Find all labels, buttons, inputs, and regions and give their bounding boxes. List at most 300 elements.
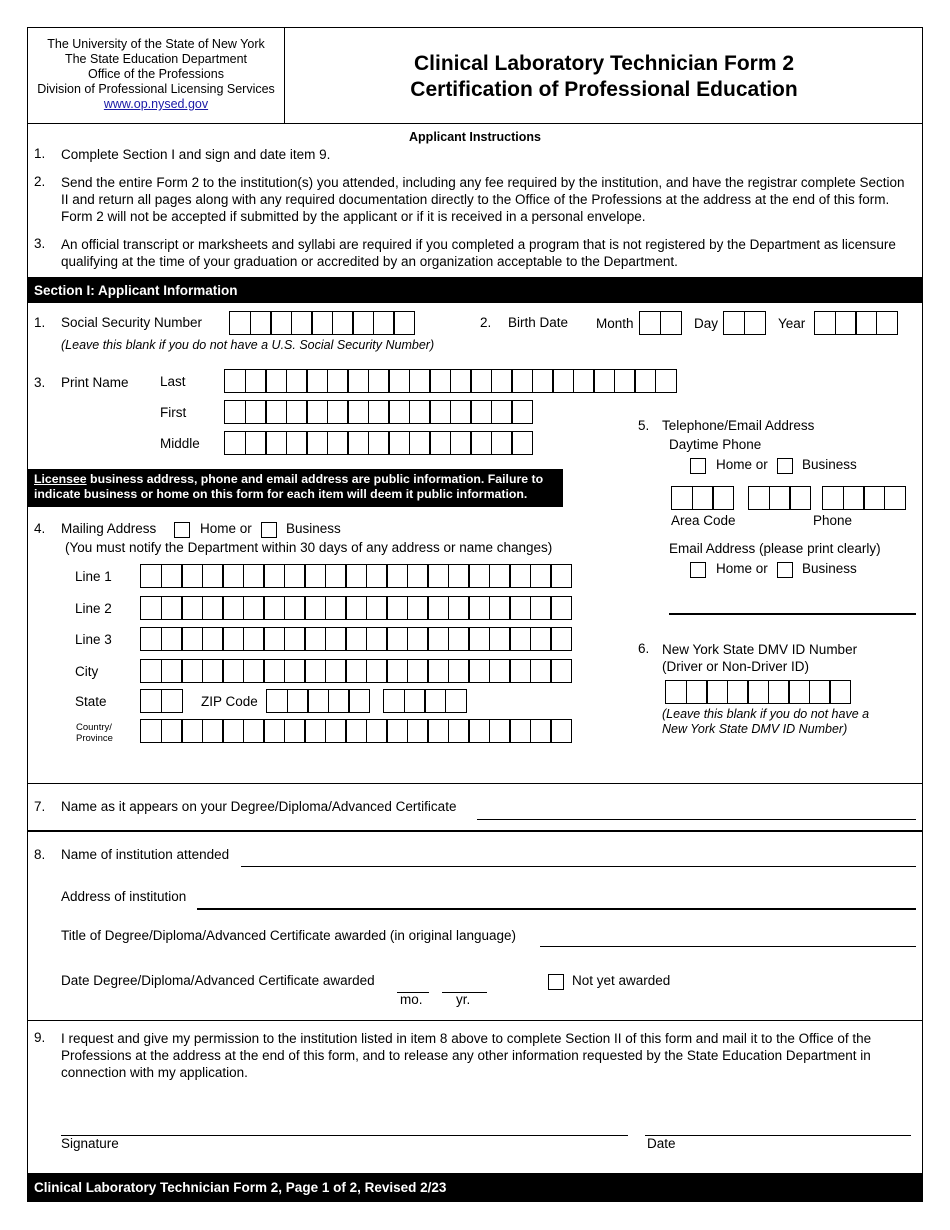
- char-box[interactable]: [388, 431, 410, 455]
- address-line3-input[interactable]: [140, 627, 572, 651]
- consent-text: I request and give my permission to the institution listed in item 8 above to complete Section II of this form and mail it to the Office of the Professions at the address at the end of this form, and to release any other information requested by the State Education Department in connection with my application.: [61, 1031, 872, 1080]
- char-box[interactable]: [550, 596, 572, 620]
- char-box[interactable]: [509, 564, 531, 588]
- birth-day-label: Day: [694, 316, 719, 331]
- agency-website-link[interactable]: www.op.nysed.gov: [103, 97, 209, 111]
- address-line2-input[interactable]: [140, 596, 572, 620]
- char-box[interactable]: [270, 311, 292, 335]
- char-box[interactable]: [306, 369, 328, 393]
- middle-name-input[interactable]: [224, 431, 533, 455]
- zip-input[interactable]: [266, 689, 370, 713]
- degree-title-input[interactable]: [540, 946, 916, 947]
- char-box[interactable]: [470, 400, 492, 424]
- char-box[interactable]: [748, 486, 770, 510]
- char-box[interactable]: [327, 431, 349, 455]
- char-box[interactable]: [509, 659, 531, 683]
- section-divider: [27, 830, 923, 832]
- char-box[interactable]: [224, 400, 246, 424]
- char-box[interactable]: [511, 400, 533, 424]
- char-box[interactable]: [768, 680, 790, 704]
- char-box[interactable]: [614, 369, 636, 393]
- char-box[interactable]: [470, 369, 492, 393]
- char-box[interactable]: [368, 431, 390, 455]
- char-box[interactable]: [427, 659, 449, 683]
- institution-address-input[interactable]: [197, 908, 916, 910]
- char-box[interactable]: [202, 659, 224, 683]
- char-box[interactable]: [286, 369, 308, 393]
- char-box[interactable]: [243, 719, 265, 743]
- form-title-line2: Certification of Professional Education: [410, 78, 798, 101]
- char-box[interactable]: [366, 564, 388, 588]
- first-name-label: First: [160, 405, 187, 420]
- char-box[interactable]: [639, 311, 661, 335]
- char-box[interactable]: [366, 627, 388, 651]
- char-box[interactable]: [448, 719, 470, 743]
- agency-line: Office of the Professions: [88, 67, 224, 81]
- birth-year-input[interactable]: [814, 311, 898, 335]
- char-box[interactable]: [202, 719, 224, 743]
- char-box[interactable]: [448, 627, 470, 651]
- char-box[interactable]: [876, 311, 898, 335]
- char-box[interactable]: [489, 564, 511, 588]
- char-box[interactable]: [245, 369, 267, 393]
- print-name-label: Print Name: [61, 375, 129, 390]
- degree-year-label: yr.: [456, 992, 471, 1007]
- char-box[interactable]: [593, 369, 615, 393]
- instruction-number: 3.: [34, 236, 46, 251]
- char-box[interactable]: [368, 400, 390, 424]
- char-box[interactable]: [655, 369, 677, 393]
- char-box[interactable]: [530, 564, 552, 588]
- mailing-business-label: Business: [286, 521, 341, 536]
- char-box[interactable]: [307, 689, 329, 713]
- char-box[interactable]: [229, 311, 251, 335]
- char-box[interactable]: [427, 719, 449, 743]
- birth-month-input[interactable]: [639, 311, 682, 335]
- mailing-note: (You must notify the Department within 30 days of any address or name changes): [65, 540, 553, 555]
- char-box[interactable]: [468, 564, 490, 588]
- char-box[interactable]: [263, 719, 285, 743]
- char-box[interactable]: [284, 627, 306, 651]
- char-box[interactable]: [222, 596, 244, 620]
- char-box[interactable]: [424, 689, 446, 713]
- char-box[interactable]: [327, 369, 349, 393]
- char-box[interactable]: [328, 689, 350, 713]
- char-box[interactable]: [530, 719, 552, 743]
- char-box[interactable]: [202, 596, 224, 620]
- char-box[interactable]: [266, 689, 288, 713]
- char-box[interactable]: [140, 659, 162, 683]
- char-box[interactable]: [265, 400, 287, 424]
- char-box[interactable]: [530, 627, 552, 651]
- char-box[interactable]: [448, 564, 470, 588]
- char-box[interactable]: [347, 400, 369, 424]
- address-line1-input[interactable]: [140, 564, 572, 588]
- country-label-line2: Province: [76, 733, 113, 744]
- char-box[interactable]: [263, 627, 285, 651]
- char-box[interactable]: [727, 680, 749, 704]
- char-box[interactable]: [140, 627, 162, 651]
- char-box[interactable]: [448, 659, 470, 683]
- char-box[interactable]: [747, 680, 769, 704]
- signature-label: Signature: [61, 1136, 119, 1151]
- char-box[interactable]: [345, 659, 367, 683]
- char-box[interactable]: [263, 659, 285, 683]
- char-box[interactable]: [814, 311, 836, 335]
- char-box[interactable]: [671, 486, 693, 510]
- middle-name-label: Middle: [160, 436, 200, 451]
- degree-month-label: mo.: [400, 992, 423, 1007]
- char-box[interactable]: [468, 627, 490, 651]
- char-box[interactable]: [366, 719, 388, 743]
- char-box[interactable]: [284, 596, 306, 620]
- form-title: [285, 51, 923, 103]
- char-box[interactable]: [286, 400, 308, 424]
- char-box[interactable]: [352, 311, 374, 335]
- date-label: Date: [647, 1136, 676, 1151]
- mailing-home-label: Home or: [200, 521, 252, 536]
- agency-line: The University of the State of New York: [47, 37, 265, 51]
- char-box[interactable]: [489, 627, 511, 651]
- char-box[interactable]: [532, 369, 554, 393]
- char-box[interactable]: [509, 719, 531, 743]
- char-box[interactable]: [427, 564, 449, 588]
- char-box[interactable]: [686, 680, 708, 704]
- char-box[interactable]: [884, 486, 906, 510]
- char-box[interactable]: [181, 659, 203, 683]
- form-title-line1: Clinical Laboratory Technician Form 2: [413, 52, 795, 75]
- char-box[interactable]: [489, 659, 511, 683]
- signature-input[interactable]: [61, 1135, 628, 1136]
- char-box[interactable]: [325, 596, 347, 620]
- char-box[interactable]: [161, 596, 183, 620]
- char-box[interactable]: [386, 719, 408, 743]
- char-box[interactable]: [373, 311, 395, 335]
- char-box[interactable]: [161, 719, 183, 743]
- char-box[interactable]: [489, 719, 511, 743]
- char-box[interactable]: [243, 564, 265, 588]
- char-box[interactable]: [181, 719, 203, 743]
- item-number: 1.: [34, 315, 46, 330]
- char-box[interactable]: [393, 311, 415, 335]
- char-box[interactable]: [388, 400, 410, 424]
- char-box[interactable]: [348, 689, 370, 713]
- item-number: 4.: [34, 521, 46, 536]
- address-line2-label: Line 2: [75, 601, 112, 616]
- email-business-checkbox[interactable]: [777, 562, 793, 578]
- degree-name-input[interactable]: [477, 819, 916, 820]
- char-box[interactable]: [511, 369, 533, 393]
- char-box[interactable]: [161, 659, 183, 683]
- char-box[interactable]: [409, 431, 431, 455]
- last-name-input[interactable]: [224, 369, 677, 393]
- char-box[interactable]: [140, 564, 162, 588]
- country-input[interactable]: [140, 719, 572, 743]
- char-box[interactable]: [427, 596, 449, 620]
- char-box[interactable]: [325, 564, 347, 588]
- char-box[interactable]: [723, 311, 745, 335]
- char-box[interactable]: [306, 400, 328, 424]
- char-box[interactable]: [863, 486, 885, 510]
- item-number: 8.: [34, 847, 46, 862]
- daytime-phone-label: Daytime Phone: [669, 437, 762, 452]
- char-box[interactable]: [345, 596, 367, 620]
- char-box[interactable]: [345, 719, 367, 743]
- char-box[interactable]: [304, 627, 326, 651]
- char-box[interactable]: [291, 311, 313, 335]
- char-box[interactable]: [366, 659, 388, 683]
- email-label: Email Address (please print clearly): [669, 541, 881, 556]
- char-box[interactable]: [386, 596, 408, 620]
- char-box[interactable]: [222, 564, 244, 588]
- char-box[interactable]: [224, 431, 246, 455]
- instruction-number: 1.: [34, 146, 46, 161]
- char-box[interactable]: [386, 564, 408, 588]
- char-box[interactable]: [181, 627, 203, 651]
- first-name-input[interactable]: [224, 400, 533, 424]
- char-box[interactable]: [161, 627, 183, 651]
- char-box[interactable]: [789, 486, 811, 510]
- char-box[interactable]: [265, 369, 287, 393]
- char-box[interactable]: [265, 431, 287, 455]
- char-box[interactable]: [550, 627, 572, 651]
- dmv-label-line1: New York State DMV ID Number: [662, 642, 858, 657]
- char-box[interactable]: [409, 400, 431, 424]
- item-number: 9.: [34, 1030, 46, 1045]
- char-box[interactable]: [222, 627, 244, 651]
- char-box[interactable]: [140, 689, 162, 713]
- char-box[interactable]: [573, 369, 595, 393]
- instructions-heading: Applicant Instructions: [409, 130, 541, 144]
- char-box[interactable]: [744, 311, 766, 335]
- char-box[interactable]: [140, 596, 162, 620]
- char-box[interactable]: [448, 596, 470, 620]
- char-box[interactable]: [712, 486, 734, 510]
- phone-line-input[interactable]: [822, 486, 906, 510]
- char-box[interactable]: [202, 564, 224, 588]
- section1-title: Section I: Applicant Information: [34, 282, 238, 298]
- signature-date-input[interactable]: [645, 1135, 911, 1136]
- char-box[interactable]: [404, 689, 426, 713]
- char-box[interactable]: [245, 400, 267, 424]
- char-box[interactable]: [822, 486, 844, 510]
- city-label: City: [75, 664, 99, 679]
- char-box[interactable]: [327, 400, 349, 424]
- char-box[interactable]: [304, 564, 326, 588]
- email-business-label: Business: [802, 561, 857, 576]
- area-code-input[interactable]: [671, 486, 734, 510]
- section-divider: [27, 783, 923, 784]
- char-box[interactable]: [304, 596, 326, 620]
- char-box[interactable]: [660, 311, 682, 335]
- country-label-line1: Country/: [76, 722, 112, 733]
- birth-day-input[interactable]: [723, 311, 766, 335]
- char-box[interactable]: [491, 431, 513, 455]
- char-box[interactable]: [243, 659, 265, 683]
- char-box[interactable]: [181, 596, 203, 620]
- mailing-business-checkbox[interactable]: [261, 522, 277, 538]
- char-box[interactable]: [552, 369, 574, 393]
- ssn-input[interactable]: [229, 311, 415, 335]
- city-input[interactable]: [140, 659, 572, 683]
- instruction-number: 2.: [34, 174, 46, 189]
- not-yet-awarded-label: Not yet awarded: [572, 973, 671, 988]
- state-label: State: [75, 694, 107, 709]
- mailing-home-checkbox[interactable]: [174, 522, 190, 538]
- char-box[interactable]: [250, 311, 272, 335]
- char-box[interactable]: [407, 564, 429, 588]
- char-box[interactable]: [530, 596, 552, 620]
- char-box[interactable]: [530, 659, 552, 683]
- char-box[interactable]: [347, 369, 369, 393]
- char-box[interactable]: [325, 719, 347, 743]
- char-box[interactable]: [345, 564, 367, 588]
- char-box[interactable]: [450, 369, 472, 393]
- char-box[interactable]: [470, 431, 492, 455]
- char-box[interactable]: [491, 400, 513, 424]
- char-box[interactable]: [287, 689, 309, 713]
- phone-home-checkbox[interactable]: [690, 458, 706, 474]
- dmv-id-input[interactable]: [665, 680, 851, 704]
- char-box[interactable]: [284, 719, 306, 743]
- char-box[interactable]: [692, 486, 714, 510]
- email-home-label: Home or: [716, 561, 768, 576]
- birth-date-label: Birth Date: [508, 315, 569, 330]
- phone-label: Phone: [813, 513, 853, 528]
- char-box[interactable]: [550, 659, 572, 683]
- state-input[interactable]: [140, 689, 183, 713]
- char-box[interactable]: [665, 680, 687, 704]
- char-box[interactable]: [202, 627, 224, 651]
- char-box[interactable]: [347, 431, 369, 455]
- phone-home-label: Home or: [716, 457, 768, 472]
- country-label: [76, 722, 113, 744]
- char-box[interactable]: [222, 659, 244, 683]
- char-box[interactable]: [550, 719, 572, 743]
- char-box[interactable]: [304, 719, 326, 743]
- char-box[interactable]: [325, 627, 347, 651]
- not-yet-awarded-checkbox[interactable]: [548, 974, 564, 990]
- item-number: 7.: [34, 799, 46, 814]
- char-box[interactable]: [306, 431, 328, 455]
- telephone-email-label: Telephone/Email Address: [662, 418, 815, 433]
- char-box[interactable]: [450, 400, 472, 424]
- char-box[interactable]: [450, 431, 472, 455]
- email-home-checkbox[interactable]: [690, 562, 706, 578]
- char-box[interactable]: [427, 627, 449, 651]
- char-box[interactable]: [407, 627, 429, 651]
- char-box[interactable]: [263, 596, 285, 620]
- char-box[interactable]: [224, 369, 246, 393]
- char-box[interactable]: [243, 596, 265, 620]
- char-box[interactable]: [788, 680, 810, 704]
- char-box[interactable]: [286, 431, 308, 455]
- char-box[interactable]: [634, 369, 656, 393]
- zip-extension-input[interactable]: [383, 689, 467, 713]
- char-box[interactable]: [509, 627, 531, 651]
- char-box[interactable]: [222, 719, 244, 743]
- char-box[interactable]: [843, 486, 865, 510]
- char-box[interactable]: [489, 596, 511, 620]
- char-box[interactable]: [409, 369, 431, 393]
- char-box[interactable]: [181, 564, 203, 588]
- char-box[interactable]: [550, 564, 572, 588]
- char-box[interactable]: [325, 659, 347, 683]
- char-box[interactable]: [468, 596, 490, 620]
- char-box[interactable]: [383, 689, 405, 713]
- char-box[interactable]: [429, 431, 451, 455]
- char-box[interactable]: [304, 659, 326, 683]
- ssn-label: Social Security Number: [61, 315, 203, 330]
- char-box[interactable]: [284, 659, 306, 683]
- char-box[interactable]: [366, 596, 388, 620]
- char-box[interactable]: [855, 311, 877, 335]
- char-box[interactable]: [829, 680, 851, 704]
- zip-label: ZIP Code: [201, 694, 258, 709]
- char-box[interactable]: [332, 311, 354, 335]
- item-number: 3.: [34, 375, 46, 390]
- char-box[interactable]: [140, 719, 162, 743]
- phone-business-label: Business: [802, 457, 857, 472]
- mailing-address-label: Mailing Address: [61, 521, 157, 536]
- char-box[interactable]: [407, 719, 429, 743]
- char-box[interactable]: [311, 311, 333, 335]
- instruction-text: An official transcript or marksheets and syllabi are required if you completed a program that is not registered by the Department as licensure qualifying at the time of your graduation or accredited by an organization acceptable to the Department.: [61, 237, 896, 269]
- char-box[interactable]: [407, 659, 429, 683]
- instruction-text: Complete Section I and sign and date item 9.: [61, 147, 331, 162]
- char-box[interactable]: [445, 689, 467, 713]
- footer-bar: [28, 1173, 922, 1201]
- email-input[interactable]: [669, 613, 916, 615]
- char-box[interactable]: [243, 627, 265, 651]
- char-box[interactable]: [388, 369, 410, 393]
- char-box[interactable]: [429, 369, 451, 393]
- char-box[interactable]: [809, 680, 831, 704]
- area-code-label: Area Code: [671, 513, 736, 528]
- dmv-label-line2: (Driver or Non-Driver ID): [662, 659, 810, 674]
- char-box[interactable]: [368, 369, 390, 393]
- dmv-note-line1: (Leave this blank if you do not have a: [662, 707, 870, 721]
- char-box[interactable]: [161, 689, 183, 713]
- char-box[interactable]: [345, 627, 367, 651]
- char-box[interactable]: [491, 369, 513, 393]
- char-box[interactable]: [511, 431, 533, 455]
- degree-title-label: Title of Degree/Diploma/Advanced Certificate awarded (in original language): [61, 928, 516, 943]
- birth-year-label: Year: [778, 316, 806, 331]
- char-box[interactable]: [769, 486, 791, 510]
- institution-address-label: Address of institution: [61, 889, 187, 904]
- footer-text: Clinical Laboratory Technician Form 2, Page 1 of 2, Revised 2/23: [34, 1179, 447, 1195]
- char-box[interactable]: [407, 596, 429, 620]
- char-box[interactable]: [468, 659, 490, 683]
- char-box[interactable]: [835, 311, 857, 335]
- item-number: 2.: [480, 315, 492, 330]
- char-box[interactable]: [245, 431, 267, 455]
- phone-business-checkbox[interactable]: [777, 458, 793, 474]
- char-box[interactable]: [263, 564, 285, 588]
- char-box[interactable]: [386, 659, 408, 683]
- char-box[interactable]: [161, 564, 183, 588]
- institution-name-input[interactable]: [241, 866, 916, 867]
- char-box[interactable]: [468, 719, 490, 743]
- char-box[interactable]: [429, 400, 451, 424]
- last-name-label: Last: [160, 374, 186, 389]
- char-box[interactable]: [509, 596, 531, 620]
- char-box[interactable]: [706, 680, 728, 704]
- char-box[interactable]: [386, 627, 408, 651]
- char-box[interactable]: [284, 564, 306, 588]
- phone-prefix-input[interactable]: [748, 486, 811, 510]
